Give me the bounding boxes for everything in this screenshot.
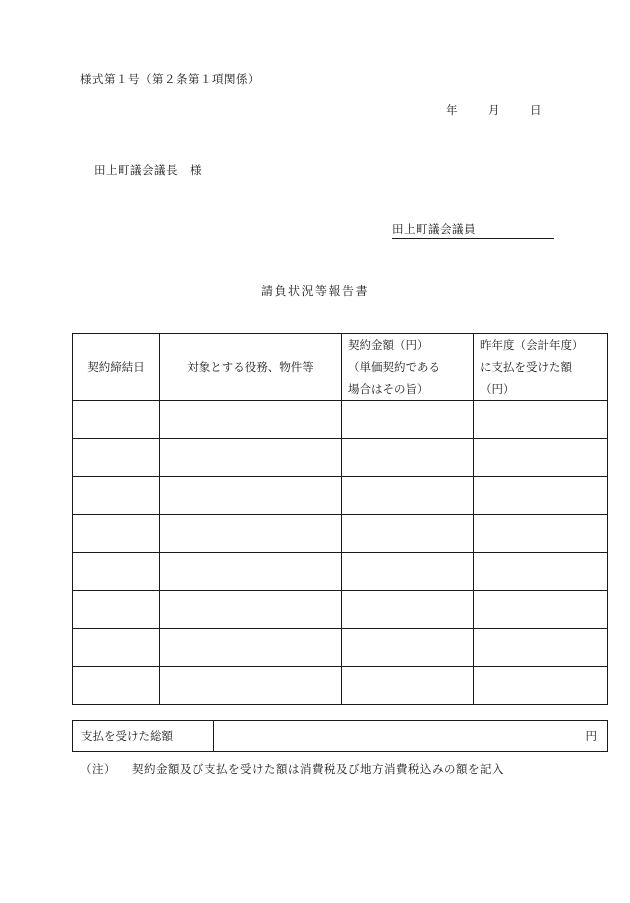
cell-subject[interactable]: [160, 439, 342, 477]
cell-contract-date[interactable]: [73, 591, 160, 629]
table-row: [73, 667, 608, 705]
cell-contract-date[interactable]: [73, 477, 160, 515]
date-month: 月: [488, 103, 500, 117]
footnote-text: 契約金額及び支払を受けた額は消費税及び地方消費税込みの額を記入: [132, 762, 504, 776]
cell-amount-received[interactable]: [474, 629, 608, 667]
table-row: [73, 515, 608, 553]
cell-contract-date[interactable]: [73, 439, 160, 477]
column-header-contract-date: 契約締結日: [73, 334, 160, 401]
date-day: 日: [530, 103, 542, 117]
sender-name-line: 田上町議会議員: [392, 221, 554, 239]
total-row: [73, 721, 608, 752]
cell-contract-amount[interactable]: [342, 515, 474, 553]
cell-subject[interactable]: [160, 629, 342, 667]
document-title: 請負状況等報告書: [260, 284, 369, 298]
table-row: [73, 591, 608, 629]
cell-contract-amount[interactable]: [342, 401, 474, 439]
cell-amount-received[interactable]: [474, 401, 608, 439]
table-row: [73, 553, 608, 591]
cell-contract-amount[interactable]: [342, 667, 474, 705]
cell-contract-amount[interactable]: [342, 477, 474, 515]
cell-contract-date[interactable]: [73, 553, 160, 591]
cell-contract-amount[interactable]: [342, 439, 474, 477]
cell-contract-date[interactable]: [73, 667, 160, 705]
report-table: [72, 333, 608, 705]
cell-contract-date[interactable]: [73, 401, 160, 439]
total-amount-cell[interactable]: 円: [214, 721, 608, 752]
cell-amount-received[interactable]: [474, 477, 608, 515]
cell-contract-amount[interactable]: [342, 553, 474, 591]
cell-amount-received[interactable]: [474, 667, 608, 705]
footnote: [80, 761, 504, 777]
cell-subject[interactable]: [160, 515, 342, 553]
cell-subject[interactable]: [160, 591, 342, 629]
table-header-row: [73, 334, 608, 401]
column-header-subject: 対象とする役務、物件等: [160, 334, 342, 401]
cell-subject[interactable]: [160, 553, 342, 591]
column-header-amount-received: 昨年度（会計年度） に支払を受けた額 （円）: [474, 334, 608, 401]
cell-contract-date[interactable]: [73, 629, 160, 667]
total-table: [72, 720, 608, 752]
cell-amount-received[interactable]: [474, 553, 608, 591]
date-line: [446, 102, 542, 118]
date-year: 年: [446, 103, 458, 117]
table-row: [73, 439, 608, 477]
column-header-contract-amount: 契約金額（円） （単価契約である 場合はその旨）: [342, 334, 474, 401]
cell-contract-amount[interactable]: [342, 591, 474, 629]
form-number: 様式第１号（第２条第１項関係）: [80, 72, 260, 86]
cell-amount-received[interactable]: [474, 439, 608, 477]
cell-subject[interactable]: [160, 667, 342, 705]
cell-amount-received[interactable]: [474, 591, 608, 629]
addressee: 田上町議会議長 様: [94, 163, 202, 177]
cell-contract-date[interactable]: [73, 515, 160, 553]
footnote-prefix: （注）: [80, 762, 116, 776]
cell-subject[interactable]: [160, 477, 342, 515]
cell-subject[interactable]: [160, 401, 342, 439]
cell-contract-amount[interactable]: [342, 629, 474, 667]
table-row: [73, 401, 608, 439]
table-row: [73, 629, 608, 667]
cell-amount-received[interactable]: [474, 515, 608, 553]
table-row: [73, 477, 608, 515]
total-label: 支払を受けた総額: [73, 721, 214, 752]
